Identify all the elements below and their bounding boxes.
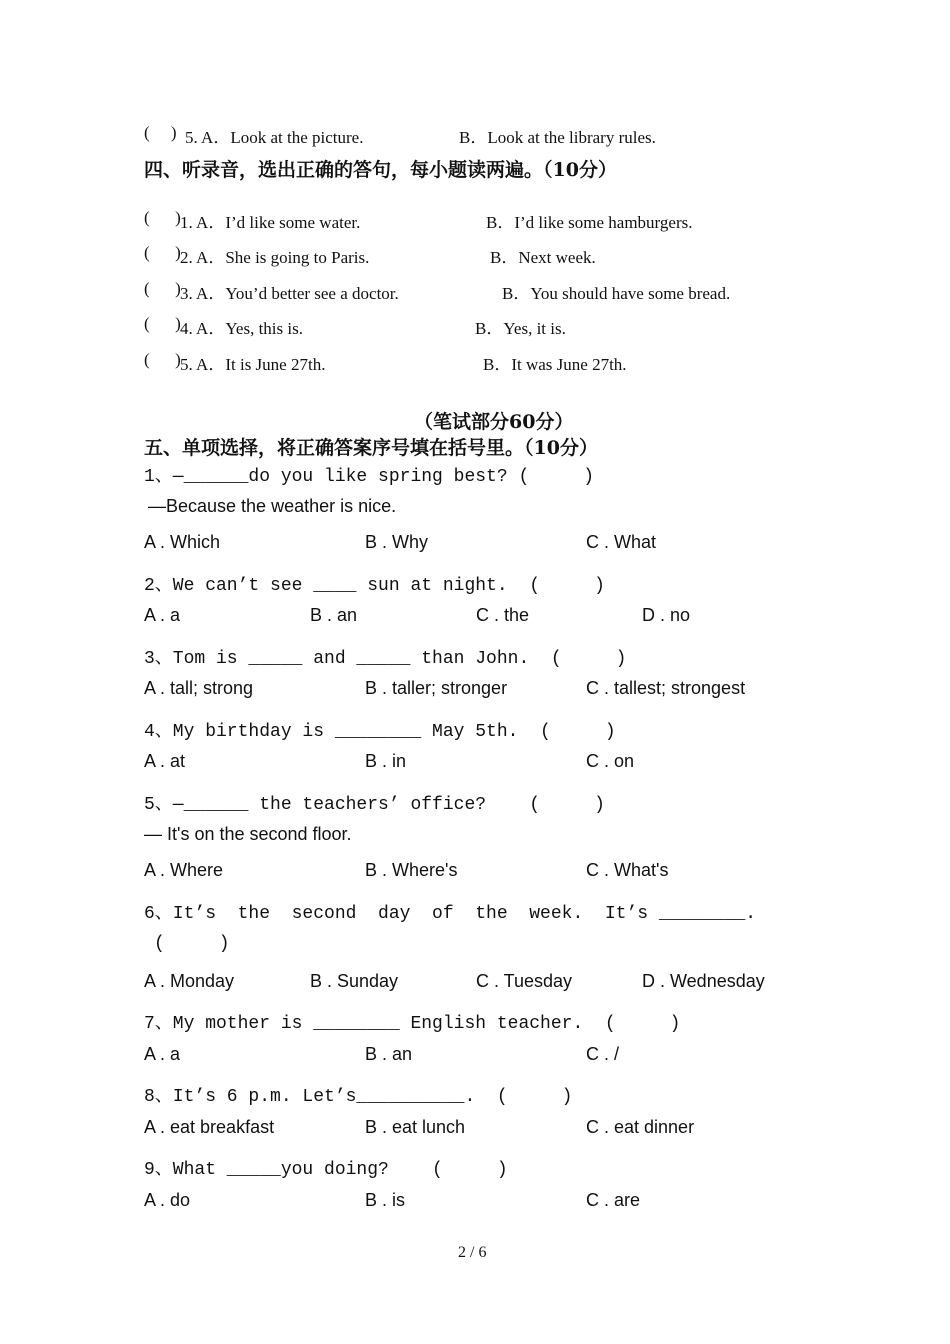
s4-item-3-option-b: B．You should have some bread. — [502, 284, 731, 303]
q4-stem: 4、My birthday is ________ May 5th. ( ) — [144, 722, 616, 742]
q3-stem: 3、Tom is _____ and _____ than John. ( ) — [144, 649, 627, 669]
q1-stem: 1、—______do you like spring best? ( ) — [144, 467, 595, 487]
s4-item-1-bracket: ( ) — [144, 208, 181, 227]
q5-stem: 5、—______ the teachers’ office? ( ) — [144, 795, 605, 815]
q1-answer-line: —Because the weather is nice. — [148, 496, 397, 516]
q7-option-c: C . / — [586, 1044, 620, 1064]
s4-item-2-option-b: B．Next week. — [490, 248, 596, 267]
q9-option-b: B . is — [365, 1190, 406, 1210]
q7-option-b: B . an — [365, 1044, 413, 1064]
q2-stem: 2、We can’t see ____ sun at night. ( ) — [144, 576, 605, 596]
s4-item-4-option-a: 4. A．Yes, this is. — [180, 319, 303, 338]
s4-item-1-option-b: B．I’d like some hamburgers. — [486, 213, 693, 232]
section-5-title: 五、单项选择，将正确答案序号填在括号里。（10分） — [144, 437, 598, 459]
q1-option-a: A . Which — [144, 532, 221, 552]
q5-answer-line: — It's on the second floor. — [144, 824, 352, 844]
q6-stem: 6、It’s the second day of the week. It’s ________. — [144, 904, 757, 924]
section-4-title: 四、听录音，选出正确的答句，每小题读两遍。（10分） — [144, 159, 617, 181]
q6-bracket: ( ) — [154, 934, 230, 954]
q8-option-c: C . eat dinner — [586, 1117, 695, 1137]
q1-option-c: C . What — [586, 532, 657, 552]
q2-option-c: C . the — [476, 605, 530, 625]
s4-item-5-bracket: ( ) — [144, 350, 181, 369]
s4-item-2-bracket: ( ) — [144, 243, 181, 262]
q4-option-a: A . at — [144, 751, 186, 771]
s4-item-1-option-a: 1. A．I’d like some water. — [180, 213, 361, 232]
prev-question-option-a: 5. A．Look at the picture. — [185, 128, 364, 147]
q7-stem: 7、My mother is ________ English teacher. ( ) — [144, 1014, 681, 1034]
s4-item-5-option-a: 5. A．It is June 27th. — [180, 355, 326, 374]
q6-option-b: B . Sunday — [310, 971, 399, 991]
q5-option-b: B . Where's — [365, 860, 458, 880]
s4-item-2-option-a: 2. A．She is going to Paris. — [180, 248, 370, 267]
q1-option-b: B . Why — [365, 532, 429, 552]
q3-option-c: C . tallest; strongest — [586, 678, 746, 698]
s4-item-3-option-a: 3. A．You’d better see a doctor. — [180, 284, 399, 303]
s4-item-3-bracket: ( ) — [144, 279, 181, 298]
q2-option-d: D . no — [642, 605, 691, 625]
q2-option-a: A . a — [144, 605, 181, 625]
q9-stem: 9、What _____you doing? ( ) — [144, 1160, 508, 1180]
q9-option-c: C . are — [586, 1190, 641, 1210]
q6-option-a: A . Monday — [144, 971, 235, 991]
q5-option-a: A . Where — [144, 860, 224, 880]
q3-option-a: A . tall; strong — [144, 678, 254, 698]
q9-option-a: A . do — [144, 1190, 191, 1210]
q6-option-d: D . Wednesday — [642, 971, 765, 991]
page-number: 2 / 6 — [458, 1244, 487, 1261]
prev-question-bracket: ( ) — [144, 123, 177, 142]
q2-option-b: B . an — [310, 605, 358, 625]
q8-stem: 8、It’s 6 p.m. Let’s__________. ( ) — [144, 1087, 573, 1107]
q3-option-b: B . taller; stronger — [365, 678, 508, 698]
s4-item-5-option-b: B．It was June 27th. — [483, 355, 627, 374]
q6-option-c: C . Tuesday — [476, 971, 573, 991]
written-part-title: （笔试部分60分） — [414, 411, 574, 433]
q5-option-c: C . What's — [586, 860, 669, 880]
prev-question-option-b: B．Look at the library rules. — [459, 128, 656, 147]
q4-option-b: B . in — [365, 751, 407, 771]
q8-option-b: B . eat lunch — [365, 1117, 466, 1137]
q8-option-a: A . eat breakfast — [144, 1117, 275, 1137]
q4-option-c: C . on — [586, 751, 635, 771]
s4-item-4-option-b: B．Yes, it is. — [475, 319, 566, 338]
q7-option-a: A . a — [144, 1044, 181, 1064]
s4-item-4-bracket: ( ) — [144, 314, 181, 333]
